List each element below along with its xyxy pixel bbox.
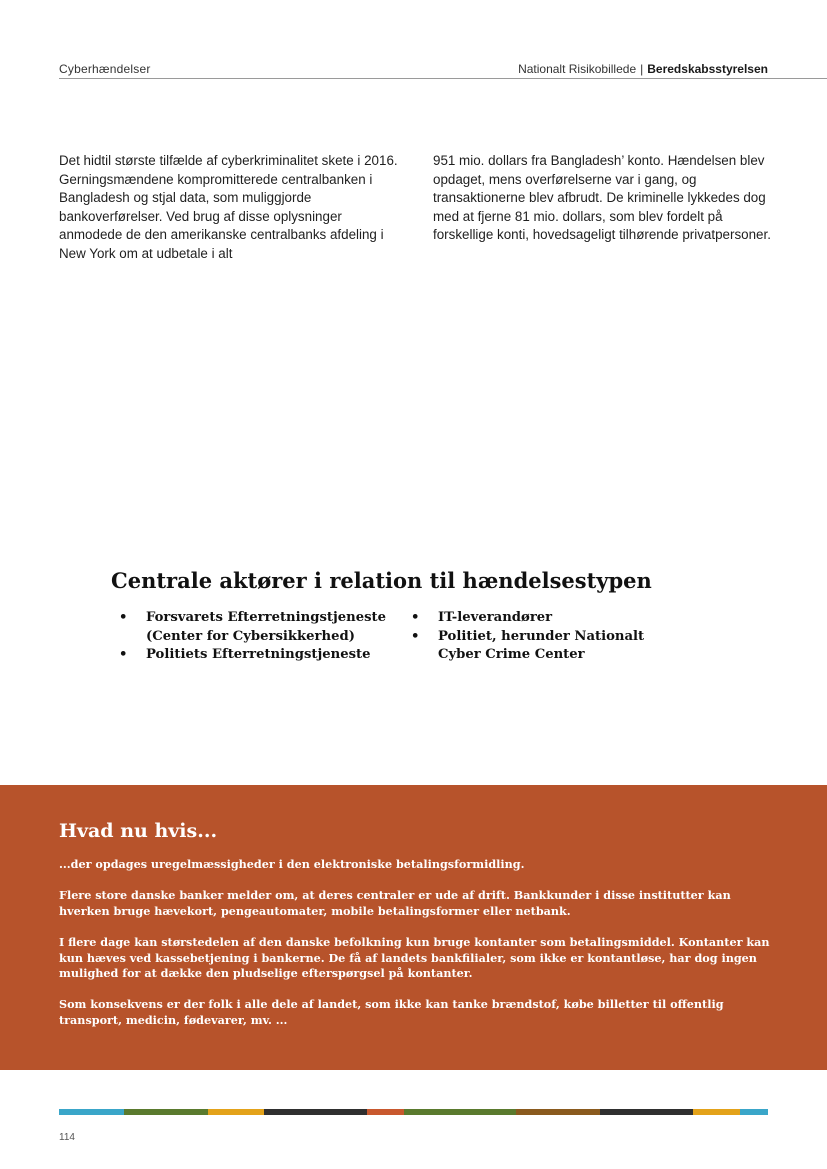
actor-item: • IT-leverandører	[411, 609, 671, 628]
scenario-paragraph: ...der opdages uregelmæssigheder i den elektroniske betalingsformidling.	[59, 857, 525, 871]
body-column-left	[59, 152, 399, 264]
scenario-paragraph: I flere dage kan størstedelen af den danske befolkning kun bruge kontanter som betalingsmiddel. Kontanter kan kun hæves ved kassebetjening i bankerne. De få af landets bankfilialer, som ikke er kontantløse, har dog ingen mulighed for at dække den pludselige efterspørgsel på kontanter.	[59, 934, 770, 981]
scenario-body	[59, 857, 771, 1044]
stripe-segment	[264, 1109, 367, 1115]
actors-list-right	[411, 609, 671, 665]
decorative-color-stripe	[59, 1109, 768, 1115]
scenario-heading: Hvad nu hvis...	[59, 820, 218, 842]
report-title: Nationalt Risikobillede	[518, 62, 637, 76]
body-paragraph-left: Det hidtil største tilfælde af cyberkriminalitet skete i 2016. Gerningsmændene kompromitterede centralbanken i Bangladesh og stjal data, som muliggjorde bankoverførelser. Ved brug af disse oplysninger anmodede de den amerikanske centralbanks afdeling i New York om at udbetale i alt	[59, 153, 398, 261]
stripe-segment	[59, 1109, 124, 1115]
stripe-segment	[740, 1109, 768, 1115]
actor-item: • Politiet, herunder Nationalt Cyber Crime Center	[411, 628, 671, 665]
stripe-segment	[693, 1109, 740, 1115]
stripe-segment	[600, 1109, 693, 1115]
organization-name: Beredskabsstyrelsen	[647, 62, 768, 76]
stripe-segment	[516, 1109, 600, 1115]
header-rule	[59, 78, 827, 79]
running-header-publication	[518, 62, 768, 76]
actor-item: • Forsvarets Efterretningstjeneste (Center for Cybersikkerhed)	[119, 609, 409, 646]
body-paragraph-right: 951 mio. dollars fra Bangladesh’ konto. Hændelsen blev opdaget, mens overførelserne var i gang, og transaktionerne blev afbrudt. De kriminelle lykkedes dog med at fjerne 81 mio. dollars, som blev fordelt på forskellige konti, hovedsageligt tilhørende privatpersoner.	[433, 153, 771, 243]
actor-item: • Politiets Efterretningstjeneste	[119, 646, 409, 665]
actors-list-left	[119, 609, 409, 665]
running-header-section: Cyberhændelser	[59, 62, 151, 76]
scenario-paragraph: Flere store danske banker melder om, at deres centraler er ude af drift. Bankkunder i disse institutter kan hverken bruge hævekort, pengeautomater, mobile betalingsformer eller netbank.	[59, 888, 731, 918]
stripe-segment	[208, 1109, 264, 1115]
actors-heading: Centrale aktører i relation til hændelsestypen	[111, 568, 652, 593]
scenario-box	[0, 785, 827, 1070]
stripe-segment	[367, 1109, 404, 1115]
stripe-segment	[404, 1109, 516, 1115]
page-number: 114	[59, 1132, 75, 1143]
scenario-paragraph: Som konsekvens er der folk i alle dele af landet, som ikke kan tanke brændstof, købe billetter til offentlig transport, medicin, fødevarer, mv. ...	[59, 997, 724, 1027]
body-column-right	[433, 152, 773, 245]
header-separator: |	[640, 62, 644, 76]
stripe-segment	[124, 1109, 208, 1115]
